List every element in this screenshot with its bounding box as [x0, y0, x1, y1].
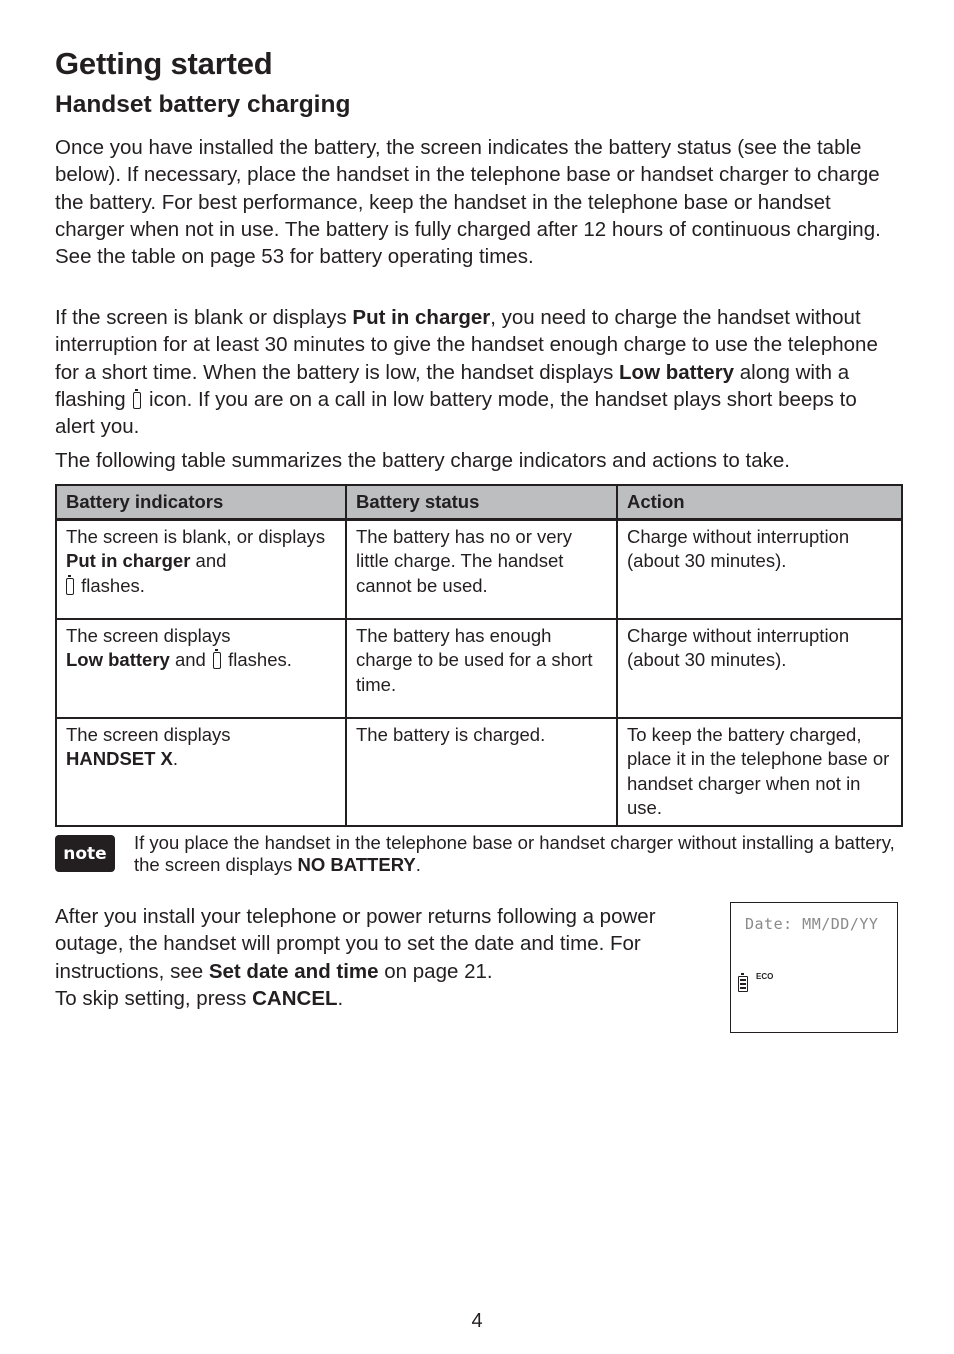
header-battery-status: Battery status — [346, 485, 617, 520]
status-cell: The battery has no or very little charge. The handset cannot be used. — [346, 520, 617, 620]
battery-icon — [213, 652, 221, 669]
status-cell: The battery is charged. — [346, 718, 617, 826]
table-header-row — [56, 485, 902, 520]
date-setup-paragraph: After you install your telephone or power returns following a power outage, the handset will prompt you to set the date and time. For instructions, see Set date and time on page 21. To skip setting, press CANCEL. — [55, 905, 656, 1010]
indicator-cell: The screen displays Low battery and flashes. — [56, 619, 346, 718]
page-number: 4 — [471, 1310, 483, 1332]
table-row — [56, 520, 902, 620]
indicator-cell: The screen is blank, or displays Put in charger and flashes. — [56, 520, 346, 620]
page-title: Getting started — [55, 46, 273, 81]
battery-table — [55, 484, 903, 827]
battery-icon — [738, 976, 748, 992]
status-cell: The battery has enough charge to be used for a short time. — [346, 619, 617, 718]
action-cell: To keep the battery charged, place it in the telephone base or handset charger when not in use. — [617, 718, 902, 826]
note-badge: note — [55, 835, 115, 872]
header-action: Action — [617, 485, 902, 520]
intro-paragraph: Once you have installed the battery, the screen indicates the battery status (see the table below). If necessary, place the handset in the telephone base or handset charger to charge the battery. For best performance, keep the handset in the telephone base or handset charger when not in use. The battery is fully charged after 12 hours of continuous charging. See the table on page 53 for battery operating times. — [55, 136, 881, 269]
section-heading: Handset battery charging — [55, 91, 351, 118]
table-intro: The following table summarizes the battery charge indicators and actions to take. — [55, 449, 790, 472]
battery-icon — [133, 392, 141, 409]
table-row — [56, 718, 902, 826]
battery-icon — [66, 578, 74, 595]
header-battery-indicators: Battery indicators — [56, 485, 346, 520]
note-text: If you place the handset in the telephone base or handset charger without installing a battery, the screen displays NO BATTERY. — [134, 832, 895, 875]
table-row — [56, 619, 902, 718]
eco-indicator: ECO — [756, 972, 774, 981]
action-cell: Charge without interruption (about 30 minutes). — [617, 619, 902, 718]
action-cell: Charge without interruption (about 30 minutes). — [617, 520, 902, 620]
handset-screen-illustration — [730, 902, 898, 1033]
screen-date-prompt: Date: MM/DD/YY — [745, 915, 879, 933]
charge-paragraph: If the screen is blank or displays Put in charger, you need to charge the handset without interruption for at least 30 minutes to give the handset enough charge to use the telephone for a short time. When the battery is low, the handset displays Low battery along with a flashing icon. If you are on a call in low battery mode, the handset plays short beeps to alert you. — [55, 306, 878, 439]
indicator-cell: The screen displays HANDSET X. — [56, 718, 346, 826]
